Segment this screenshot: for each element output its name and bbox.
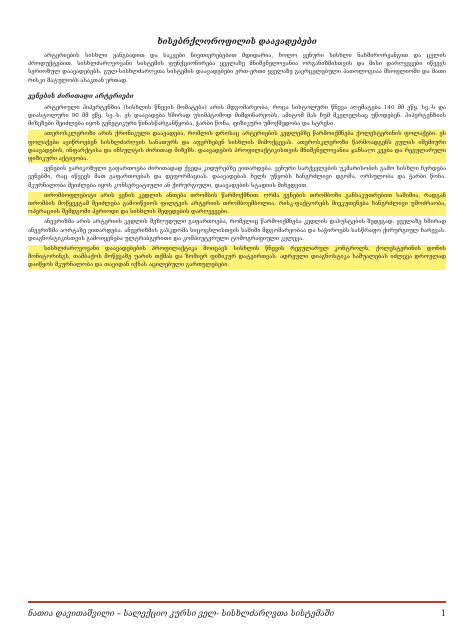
intro-paragraph: არტერიების სისხლი ჟანგბადით და საკვები ნივთიერებებით მდიდარია, ხოლო ვენური სისხლი ნახშირორჟანგით და ცვლის პროდუქტებით. სისხლძარღვოვანი სისტემის ფუნქციონირება ყველაზე მნიშვნელოვანია ორგანიზმისთვის და მისი დარღვევები იწვევს სერიოზულ დაავადებებს. გულ-სისხლძარღვთა სისტემის დაავადებები ერთ-ერთი ყველაზე გავრცელებული პათოლოგიაა მსოფლიოში და მათი რისკი მატულობს ასაკთან ერთად. [28, 53, 446, 84]
body-paragraph-1: არტერიული ჰიპერტენზია (სისხლის წნევის მომატება) არის მდგომარეობა, როცა სისტოლური წნევა აღემატება 140 მმ ვწყ. სვ.-ს და დიასტოლური 90 მმ ვწყ. სვ.-ს. ეს დაავადება ხშირად უსიმპტომოდ მიმდინარეობს, ამიტომ მას ჩუმ მკვლელსაც უწოდებენ. ჰიპერტენზიის მიზეზები შეიძლება იყოს გენეტიკური წინასწარგანწყობა, ჭარბი წონა, ფიზიკური უმოქმედობა და სტრესი. [28, 104, 446, 128]
body-paragraph-5: ანევრიზმა არის არტერიის კედლის შეზღუდული გაფართოება, რომელიც წარმოიქმნება კედლის დასუსტების შედეგად. ყველაზე ხშირად ანევრიზმა აორტაზე ვითარდება. ანევრიზმის გასკდომა სიცოცხლისთვის საშიში მდგომარეობაა და საჭიროებს სასწრაფო ქირურგიულ ჩარევას. დიაგნოსტიკისთვის გამოიყენება ულტრაბგერითი და კომპიუტერული ტომოგრაფიული კვლევა. [28, 219, 446, 242]
body-paragraph-6-highlighted: სისხლძარღვოვანი დაავადებების პროფილაქტიკა მოიცავს სისხლის წნევის რეგულარულ კონტროლს, ქოლესტერინის დონის მონიტორინგს, თამბაქოს მოწევაზე უარის თქმას და ზომიერ ფიზიკურ დატვირთვას. ადრეული დიაგნოსტიკა საშუალებას იძლევა დროულად დაიწყოს მკურნალობა და თავიდან იქნას აცილებული გართულებები. [28, 246, 446, 269]
footer-divider [28, 601, 446, 603]
body-paragraph-4-highlighted: თრომბოფლებიტი არის ვენის კედლის ანთება თრომბის წარმოქმნით. ღრმა ვენების თრომბოზი განსაკუთრებით საშიშია, რადგან თრომბის მოწყვეტამ შეიძლება გამოიწვიოს ფილტვის არტერიის თრომბოემბოლია. რისკ-ფაქტორებს მიეკუთვნება ხანგრძლივი უმოძრაობა, ოპერაციის შემდგომი პერიოდი და სისხლის შედედების დარღვევები. [28, 192, 446, 216]
document-title: ხისებრქლოროფილის დაავადებები [157, 36, 317, 46]
page-footer [28, 606, 446, 620]
page-number: 1 [440, 608, 446, 618]
body-paragraph-3: ვენების ვარიკოზული გაფართოება ძირითადად ქვედა კიდურებზე ვითარდება. ვენური სარქველების უკმარისობის გამო სისხლი ჩერდება ვენებში, რაც იწვევს მათ გაფართოებას და დეფორმაციას. დაავადებას ხელს უწყობს ხანგრძლივი დგომა, ორსულობა და ჭარბი წონა. მკურნალობა შეიძლება იყოს კონსერვატიული ან ქირურგიული, დაავადების სტადიის მიხედვით. [28, 166, 446, 189]
body-paragraph-2-highlighted: ათეროსკლეროზი არის ქრონიკული დაავადება, რომლის დროსაც არტერიების კედლებზე წარმოიქმნება ქოლესტერინის ფოლაქები. ეს ფოლაქები ავიწროებენ სისხლძარღვის სანათურს და აფერხებენ სისხლის მიმოქცევას. ათეროსკლეროზი წარმოადგენს გულის იშემიური დაავადების, ინფარქტისა და ინსულტის ძირითად მიზეზს. დაავადების პროფილაქტიკისთვის მნიშვნელოვანია ჯანსაღი კვება და რეგულარული ფიზიკური აქტივობა. [28, 131, 446, 163]
footer-text: ნათია დავითაშვილი – სალექციო კურსი ველ- სისხლძარღვთა სისტემაში [28, 608, 335, 618]
section-heading: ვენების ძირითადი არტერიები [28, 92, 134, 100]
